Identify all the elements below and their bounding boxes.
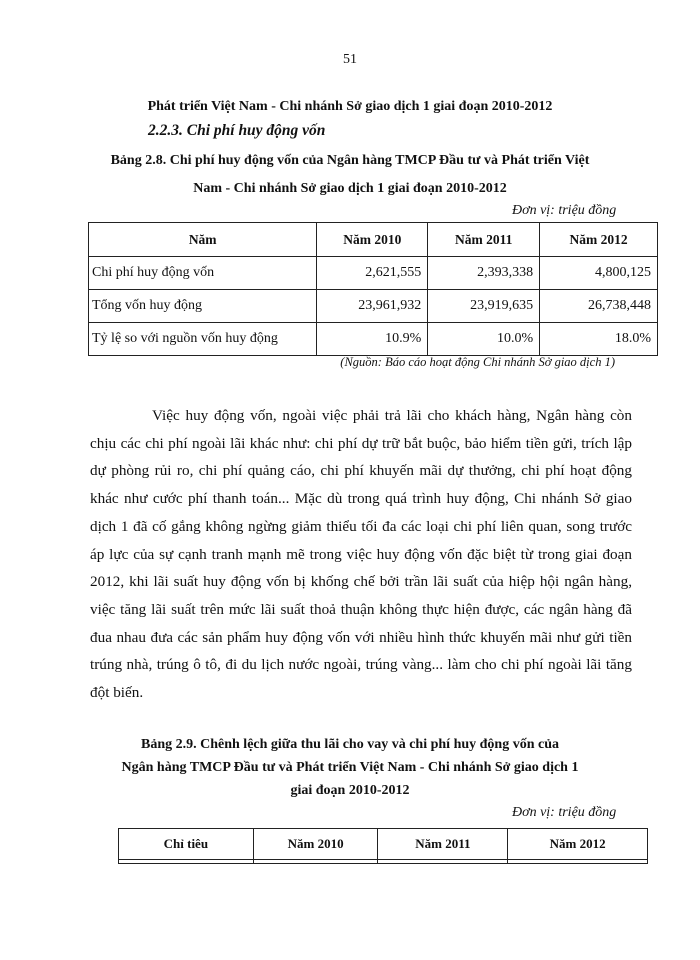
- table-cell: 10.9%: [317, 323, 428, 356]
- table-cell: [378, 860, 508, 864]
- row-label: Chi phí huy động vốn: [89, 257, 317, 290]
- table1-header-cell: Năm 2011: [428, 223, 540, 257]
- table-cell: [253, 860, 378, 864]
- table1-unit: Đơn vị: triệu đồng: [512, 203, 617, 218]
- table2-caption-line1: Bảng 2.9. Chênh lệch giữa thu lãi cho vay và chi phí huy động vốn của: [141, 737, 559, 752]
- table2-caption-line3: giai đoạn 2010-2012: [290, 783, 410, 798]
- table-row: [89, 257, 658, 290]
- table-cell: [508, 860, 648, 864]
- table1-header-cell: Năm 2010: [317, 223, 428, 257]
- table-cell: 18.0%: [540, 323, 658, 356]
- table2-caption-line2: Ngân hàng TMCP Đầu tư và Phát triển Việt Nam - Chi nhánh Sở giao dịch 1: [121, 760, 579, 775]
- table2-header-cell: Chỉ tiêu: [119, 829, 254, 860]
- page-number: 51: [343, 52, 357, 67]
- table2-unit: Đơn vị: triệu đồng: [512, 805, 617, 820]
- table-cell: 2,621,555: [317, 257, 428, 290]
- table1-header-row: [89, 223, 658, 257]
- table1-caption-line1: Bảng 2.8. Chi phí huy động vốn của Ngân hàng TMCP Đầu tư và Phát triển Việt: [110, 153, 590, 168]
- table-cell: 26,738,448: [540, 290, 658, 323]
- table-cell: 10.0%: [428, 323, 540, 356]
- table2-header-row: [119, 829, 648, 860]
- table1-header-cell: Năm: [89, 223, 317, 257]
- table2-header-cell: Năm 2012: [508, 829, 648, 860]
- table-cell: 2,393,338: [428, 257, 540, 290]
- table2-header-cell: Năm 2010: [253, 829, 378, 860]
- header-line: Phát triển Việt Nam - Chi nhánh Sở giao dịch 1 giai đoạn 2010-2012: [147, 99, 553, 114]
- row-label: Tổng vốn huy động: [89, 290, 317, 323]
- section-heading: 2.2.3. Chi phí huy động vốn: [148, 122, 326, 139]
- table-cell: [119, 860, 254, 864]
- table-cell: 23,961,932: [317, 290, 428, 323]
- row-label: Tỷ lệ so với nguồn vốn huy động: [89, 323, 317, 356]
- table1: [88, 222, 658, 356]
- table-cell: 23,919,635: [428, 290, 540, 323]
- body-paragraph: Việc huy động vốn, ngoài việc phải trả lãi cho khách hàng, Ngân hàng còn chịu các chi phí ngoài lãi khác như: chi phí dự trữ bắt buộc, bảo hiểm tiền gửi, trích lập dự phòng rủi ro, chi phí quảng cáo, chi phí khuyến mãi dự thưởng, chi phí hoạt động khác như cước phí thanh toán... Mặc dù trong quá trình huy động, Chi nhánh Sở giao dịch 1 đã cố gắng không ngừng giảm thiểu tối đa các loại chi phí liên quan, song trước áp lực của sự cạnh tranh mạnh mẽ trong việc huy động vốn đặc biệt từ trong giai đoạn 2012, khi lãi suất huy động vốn bị khống chế bởi trần lãi suất của hiệp hội ngân hàng, việc tăng lãi suất trên mức lãi suất thoả thuận không thực hiện được, các ngân hàng đã đua nhau đưa các sản phẩm huy động vốn với nhiều hình thức khuyến mãi như gửi tiền trúng nhà, trúng ô tô, đi du lịch nước ngoài, trúng vàng... làm cho chi phí ngoài lãi tăng đột biến.: [90, 407, 632, 702]
- table-row: [89, 290, 658, 323]
- table-row: [89, 323, 658, 356]
- table1-caption-line2: Nam - Chi nhánh Sở giao dịch 1 giai đoạn 2010-2012: [193, 181, 507, 196]
- table2-header-cell: Năm 2011: [378, 829, 508, 860]
- table1-header-cell: Năm 2012: [540, 223, 658, 257]
- table2: [118, 828, 648, 864]
- table-row: [119, 860, 648, 864]
- table-cell: 4,800,125: [540, 257, 658, 290]
- table1-source: (Nguồn: Báo cáo hoạt động Chi nhánh Sở giao dịch 1): [340, 355, 615, 369]
